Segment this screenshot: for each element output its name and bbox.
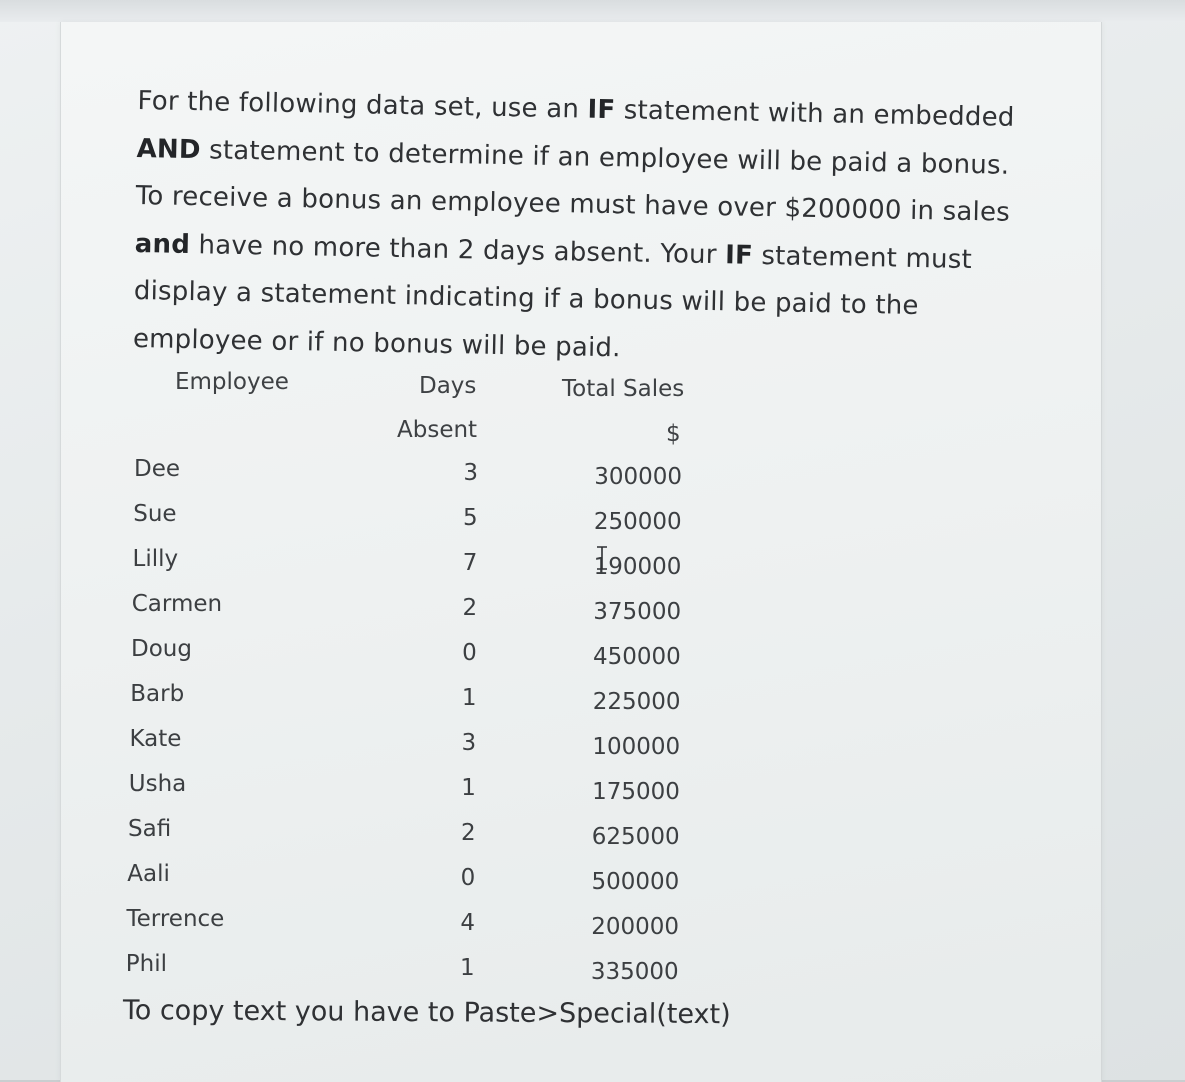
total-sales-value: 335000 [590,959,679,985]
bold-and: AND [136,133,202,165]
days-absent-value: 0 [460,865,476,891]
text-span: have no more than 2 days absent. Your [189,229,726,270]
text-cursor-icon [596,546,608,570]
total-sales-value: 100000 [592,734,681,760]
total-sales-value: 300000 [594,464,682,490]
footer-note: To copy text you have to Paste>Special(text) [122,995,731,1031]
days-absent-value: 0 [462,640,477,666]
days-absent-value: 4 [460,910,475,936]
employee-name: Dee [134,456,181,482]
bold-if: IF [587,94,616,126]
instructions-line-5: display a statement indicating if a bonus will be paid to the [133,275,919,322]
days-absent-value: 1 [460,955,475,981]
employee-name: Terrence [126,906,225,932]
header-employee: Employee [175,369,289,395]
employee-name: Phil [125,951,167,977]
total-sales-value: 190000 [593,554,682,580]
text-span: statement must [752,240,973,275]
total-sales-value: 250000 [593,509,682,535]
bold-and: and [134,228,191,260]
header-days: Days [419,373,477,399]
employee-name: Barb [130,681,185,707]
days-absent-value: 2 [460,820,476,846]
total-sales-value: 175000 [592,779,680,805]
text-span: statement with an embedded [615,95,1015,133]
header-absent: Absent [397,417,478,443]
total-sales-value: 200000 [591,914,679,940]
total-sales-value: 450000 [592,644,681,670]
employee-name: Lilly [132,546,179,572]
total-sales-value: 375000 [593,599,682,625]
instructions-paragraph [133,78,1038,380]
instructions-line-3: To receive a bonus an employee must have over $200000 in sales [135,180,1011,228]
top-strip [0,0,1185,22]
header-dollar: $ [666,421,681,447]
header-total-sales: Total Sales [562,376,685,402]
days-absent-value: 1 [461,775,476,801]
employee-name: Doug [131,636,192,662]
employee-name: Sue [133,501,177,527]
days-absent-value: 2 [462,595,478,621]
total-sales-value: 225000 [592,689,681,715]
days-absent-value: 3 [463,460,478,486]
total-sales-value: 625000 [591,824,680,850]
text-span: For the following data set, use an [137,85,588,125]
employee-name: Carmen [131,591,223,617]
employee-name: Safi [128,816,172,842]
employee-name: Kate [129,726,182,752]
text-span: statement to determine if an employee will be paid a bonus. [200,134,1010,181]
days-absent-value: 1 [461,685,477,711]
days-absent-value: 5 [463,505,478,531]
employee-name: Aali [127,861,170,887]
days-absent-value: 7 [462,550,478,576]
days-absent-value: 3 [461,730,477,756]
instructions-line-6: employee or if no bonus will be paid. [132,323,621,363]
total-sales-value: 500000 [591,869,680,895]
employee-name: Usha [128,771,187,797]
bold-if: IF [724,239,754,271]
